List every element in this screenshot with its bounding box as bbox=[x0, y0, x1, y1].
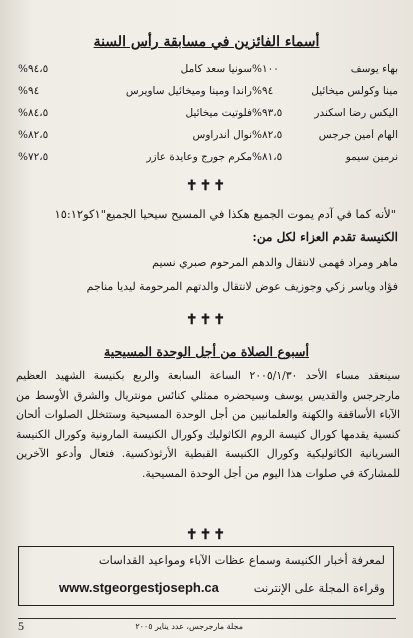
winner-row bbox=[18, 102, 398, 124]
winner-score: ٩٣،٥% bbox=[252, 107, 283, 119]
winner-name: راندا ومينا وميخائيل ساويرس bbox=[125, 85, 252, 97]
winner-score: ٩٤% bbox=[18, 85, 40, 97]
winner-name: مكرم جورج وعايدة عازر bbox=[146, 151, 252, 163]
footer-text: مجلة مارجرجس، عدد يناير ٢٠٠٥ bbox=[135, 622, 243, 631]
crosses-divider: ✝✝✝ bbox=[185, 527, 228, 543]
winners-list bbox=[18, 58, 398, 168]
website-box bbox=[18, 546, 394, 606]
bible-quote: "لأنه كما في آدم يموت الجميع هكذا في المسيح سيحيا الجميع"١كو١٥:١٢ bbox=[54, 207, 396, 221]
winner-row bbox=[18, 58, 398, 80]
website-box-line1: لمعرفة أخبار الكنيسة وسماع عظات الآباء ومواعيد القداسات bbox=[98, 553, 385, 567]
winner-score: ٧٢،٥% bbox=[18, 151, 49, 163]
winner-score: ٨٢،٥% bbox=[252, 129, 283, 141]
condolences-title: الكنيسة تقدم العزاء لكل من: bbox=[252, 230, 398, 244]
winner-row bbox=[18, 80, 398, 102]
winner-name: فلوتيت ميخائيل bbox=[185, 107, 252, 119]
website-url-link[interactable]: www.stgeorgestjoseph.ca bbox=[59, 580, 219, 595]
winner-score: ٨٤،٥% bbox=[18, 107, 49, 119]
page-number: 5 bbox=[18, 619, 24, 633]
unity-week-title: أسبوع الصلاة من أجل الوحدة المسيحية bbox=[104, 344, 309, 359]
unity-week-paragraph: سينعقد مساء الأحد ٢٠٠٥/١/٣٠ الساعة السابعة والربع بكنيسة الشهيد العظيم مارجرجس والقديس يوسف وسيحضره ممثلي كنائس مونتريال والشرق الأوسط من الآباء الأساقفة والكهنة والعلمانيين من أجل الوحدة المسيحية وستتخلل الصلوات ألحان كنسية يقدمها كورال كنيسة الروم الكاثوليك وكورال الكنيسة المارونية وكورال الكنيسة السريانية الكاثوليكية وكورال الكنيسة القبطية الأرثوذكسية. فتعال وأدعو الآخرين للمشاركة في صلوات هذا اليوم من أجل الوحدة المسيحية. bbox=[16, 369, 400, 480]
footer-divider bbox=[18, 618, 396, 619]
winner-score: ٩٤% bbox=[252, 85, 274, 97]
winner-name: الهام أمين جرجس bbox=[318, 129, 398, 141]
winner-name: اليكس رضا اسكندر bbox=[314, 107, 398, 119]
crosses-divider: ✝✝✝ bbox=[185, 312, 228, 328]
winner-name: نوال أندراوس bbox=[192, 129, 252, 141]
winner-name: نرمين سيمو bbox=[345, 151, 398, 163]
winner-score: ٨١،٥% bbox=[252, 151, 283, 163]
winner-row bbox=[18, 146, 398, 168]
winner-score: ١٠٠% bbox=[252, 63, 279, 75]
condolence-line: فؤاد وياسر زكي وجوزيف عوض لانتقال والدتهم المرحومة ليديا مناجم bbox=[86, 280, 398, 293]
website-box-line2: وقراءة المجلة على الإنترنت bbox=[253, 581, 385, 595]
winner-score: ٩٤،٥% bbox=[18, 63, 49, 75]
winner-score: ٨٢،٥% bbox=[18, 129, 49, 141]
crosses-divider: ✝✝✝ bbox=[185, 178, 228, 194]
winner-name: بهاء يوسف bbox=[350, 63, 398, 75]
winner-row bbox=[18, 124, 398, 146]
winners-title: أسماء الفائزين في مسابقة رأس السنة bbox=[93, 34, 320, 50]
winner-name: سونيا سعد كامل bbox=[180, 63, 252, 75]
condolence-line: ماهر ومراد فهمى لانتقال والدهم المرحوم صبري نسيم bbox=[152, 256, 398, 269]
winner-name: مينا وكولس ميخائيل bbox=[311, 85, 398, 97]
